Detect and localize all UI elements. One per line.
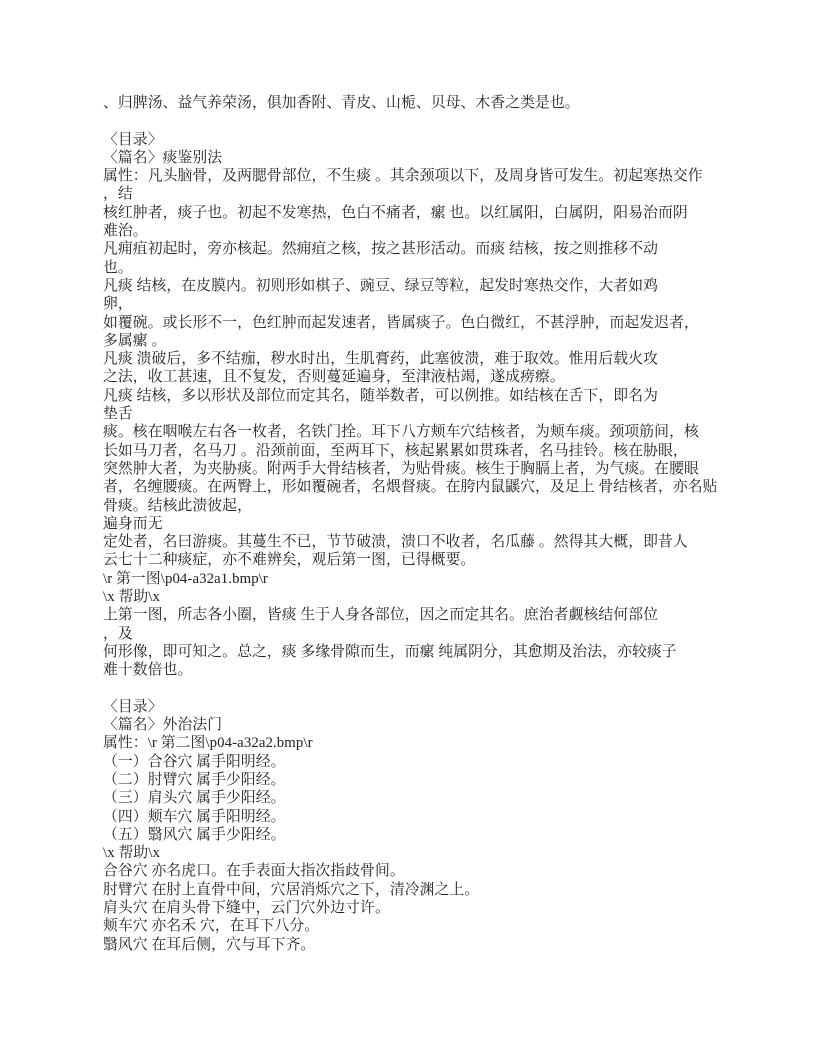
text-line [103, 112, 733, 130]
text-line: （五）翳风穴 属手少阳经。 [103, 826, 286, 843]
text-line: 云七十二种痰症，亦不难辨矣，观后第一图，已得概要。 [103, 552, 476, 569]
text-line: 〈篇名〉外治法门 [103, 717, 223, 734]
text-line: 遍身而无 [103, 515, 163, 532]
text-line: 凡痰 结核，多以形状及部位而定其名，随举数者，可以例推。如结核在舌下，即名为 [103, 387, 658, 404]
text-line: （二）肘臂穴 属手少阳经。 [103, 771, 286, 788]
text-line: （三）肩头穴 属手少阳经。 [103, 790, 286, 807]
text-line: 难十数倍也。 [103, 662, 193, 679]
text-line: 骨痰。结核此溃彼起， [103, 497, 252, 514]
text-line: 之法，收工甚速，且不复发，否则蔓延遍身，至津液枯竭，遂成痨瘵。 [103, 369, 565, 386]
text-line: 卵， [103, 296, 133, 313]
text-line: 〈目录〉 [103, 698, 163, 715]
text-line: 〈目录〉 [103, 131, 163, 148]
text-line: 痰。核在咽喉左右各一枚者，名铁门拴。耳下八方颊车穴结核者，为颊车痰。颈项筋间，核 [103, 424, 699, 441]
text-line: 凡痈疽初起时，旁亦核起。然痈疽之核，按之甚形活动。而痰 结核，按之则推移不动 [103, 241, 658, 258]
text-line: 颊车穴 亦名禾 穴，在耳下八分。 [103, 918, 320, 935]
text-line: 核红肿者，痰子也。初起不发寒热，色白不痛者，瘰 也。以红属阳，白属阴，阳易治而阴 [103, 204, 688, 221]
text-line: 多属瘰 。 [103, 332, 167, 349]
text-line: 凡痰 结核，在皮膜内。初则形如棋子、豌豆、绿豆等粒，起发时寒热交作，大者如鸡 [103, 277, 658, 294]
text-line: 突然肿大者，为夹胁痰。附两手大骨结核者，为贴骨痰。核生于胸膈上者，为气痰。在腰眼 [103, 460, 699, 477]
text-line: 上第一图，所志各小圈，皆痰 生于人身各部位，因之而定其名。庶治者觑核结何部位 [103, 607, 658, 624]
text-line: （四）颊车穴 属手阳明经。 [103, 808, 286, 825]
text-line: 、归脾汤、益气养荣汤，俱加香附、青皮、山栀、贝母、木香之类是也。 [103, 95, 580, 111]
text-line: \x 帮助\x [103, 845, 161, 862]
text-line: 合谷穴 亦名虎口。在手表面大指次指歧骨间。 [103, 863, 405, 880]
text-line: 肘臂穴 在肘上直骨中间，穴居消烁穴之下，清冷渊之上。 [103, 881, 480, 898]
text-line: ，结 [103, 186, 133, 203]
text-line: 肩头穴 在肩头骨下缝中，云门穴外边寸许。 [103, 900, 390, 917]
text-line: 何形像，即可知之。总之，痰 多缘骨隙而生，而瘰 纯属阴分，其愈期及治法，亦较痰子 [103, 643, 677, 660]
text-line [103, 680, 733, 698]
text-line: 也。 [103, 259, 133, 276]
text-line: 长如马刀者，名马刀 。沿颈前面，至两耳下，核起累累如贯珠者，名马挂铃。核在胁眼， [103, 442, 688, 459]
text-line: ，及 [103, 625, 133, 642]
text-line: 〈篇名〉痰鉴别法 [103, 149, 223, 166]
text-line: 凡痰 溃破后，多不结痂，秽水时出，生肌膏药，此塞彼溃，难于取效。惟用后载火攻 [103, 351, 658, 368]
text-line: 属性：\r 第二图\p04-a32a2.bmp\r [103, 735, 313, 752]
document-text-block [103, 94, 733, 954]
text-line: 属性：凡头脑骨，及两腮骨部位，不生痰 。其余颈项以下，及周身皆可发生。初起寒热交作 [103, 168, 703, 185]
text-line: 如覆碗。或长形不一，色红肿而起发速者，皆属痰子。色白微红，不甚浮肿，而起发迟者， [103, 314, 699, 331]
text-line: 者，名缠腰痰。在两臀上，形如覆碗者，名煨督痰。在胯内鼠鼷穴，及足上 骨结核者，亦名贴 [103, 479, 718, 496]
text-line: 垫舌 [103, 406, 133, 423]
text-line: 难治。 [103, 223, 148, 240]
text-line: \x 帮助\x [103, 589, 161, 606]
text-line: 定处者，名曰游痰。其蔓生不已，节节破溃，溃口不收者，名瓜藤 。然得其大概，即昔人 [103, 534, 688, 551]
text-line: （一）合谷穴 属手阳明经。 [103, 753, 286, 770]
text-line: \r 第一图\p04-a32a1.bmp\r [103, 570, 268, 587]
text-line: 翳风穴 在耳后侧，穴与耳下齐。 [103, 936, 316, 953]
